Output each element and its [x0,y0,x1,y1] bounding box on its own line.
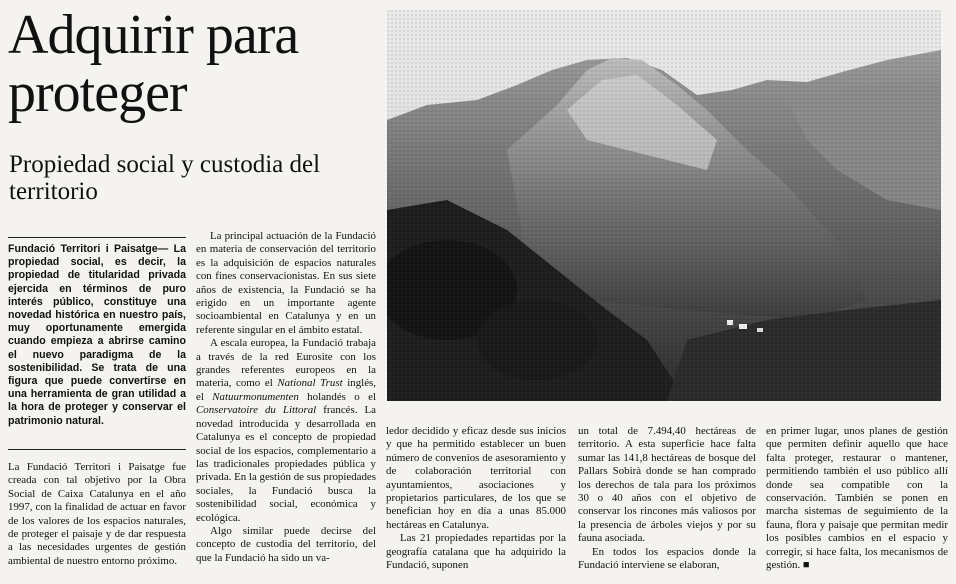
lead-paragraph [8,243,186,428]
paragraph: ledor decidido y eficaz desde sus inicios y que ha permitido establecer un buen número de convenios de asesoramiento y de colaboración territorial con ayuntamientos, asociaciones y propietarios particulares, de los que se benefician hoy en día a unas 85.000 hectáreas en Catalunya. [386,425,566,531]
italic-term: Conservatoire du Littoral [196,404,317,417]
text-span: francés. La novedad introducida y desarrollada en Catalunya es el concepto de propiedad social de los espacios, complementario a las tradicionales propiedades pública y privada. En la gestión de sus propiedades sociales, la Fundació busca la sostenibilidad social, económica y ecológica. [196,404,376,524]
body-column-4 [578,425,756,572]
italic-term: National Trust [277,377,343,390]
paragraph: En todos los espacios donde la Fundació interviene se elaboran, [578,545,756,572]
article-subtitle: Propiedad social y custodia del territorio [9,151,321,205]
lead-text: La propiedad social, es decir, la propiedad de titularidad privada ejercida en términos de puro interés público, constituye una novedad histórica en nuestro país, muy oportunamente emergida cuando empieza a abrirse camino el nuevo paradigma de la sostenibilidad. Se trata de una figura que puede convertirse en una herramienta de gran utilidad a la hora de proteger y conservar el patrimonio natural. [8,243,186,427]
article-title: Adquirir para proteger [8,4,299,124]
paragraph: Algo similar puede decirse del concepto de custodia del territorio, del que la Fundació ha sido un va- [196,524,376,564]
paragraph: La principal actuación de la Fundació en materia de conservación del territorio es la adquisición de espacios naturales con fines conservacionistas. En sus siete años de existencia, la Fundació se ha erigido en un importante agente socioambiental en Catalunya y en un referente singular en el ámbito estatal. [196,230,376,336]
text-span: A escala europea, la Fundació trabaja a través de la red Eurosite con los grandes referentes europeos en la materia, como el [196,337,376,390]
info-box [8,461,186,568]
paragraph [196,337,376,525]
paragraph: Las 21 propiedades repartidas por la geografía catalana que ha adquirido la Fundació, suponen [386,532,566,572]
body-column-3 [386,425,566,572]
italic-term: Natuurmonumenten [212,390,299,403]
lead-bottom-rule [8,449,186,450]
text-span: holandés o el [298,390,376,403]
body-column-2 [196,230,376,565]
end-mark: ■ [800,559,810,572]
mountain-landscape-image [387,10,941,401]
text-span: en primer lugar, unos planes de gestión que permiten definir aquello que hace falta proteger, restaurar o mantener, permitiendo también el uso público allí donde sea compatible con la conservación. También se ponen en marcha sistemas de seguimiento de la fauna, flora y paisaje que permitan medir los posibles cambios en el espacio y corregir, si hace falta, los mecanismos de gestión. [766,425,948,572]
info-box-text: La Fundació Territori i Paisatge fue creada con tal objetivo por la Obra Social de Caixa Catalunya en el año 1997, con la finalidad de actuar en favor de los valores de los espacios naturales, de proteger el paisaje y de dar respuesta a las necesidades urgentes de gestión ambiental de nuestro entorno próximo. [8,461,186,567]
text-span: inglés, el [196,377,376,403]
lead-kicker: Fundació Territori i Paisatge— [8,243,169,255]
lead-top-rule [8,237,186,238]
body-column-5 [766,425,948,572]
paragraph [766,425,948,572]
paragraph: un total de 7.494,40 hectáreas de territorio. A esta superficie hace falta sumar las 141,8 hectáreas de bosque del Pallars Sobirà donde se han comprado los derechos de tala para los próximos 30 o 40 años con el objetivo de conservar los rincones más valiosos por la presencia de árboles viejos y por su fauna asociada. [578,425,756,545]
mountain-photo [387,10,941,401]
